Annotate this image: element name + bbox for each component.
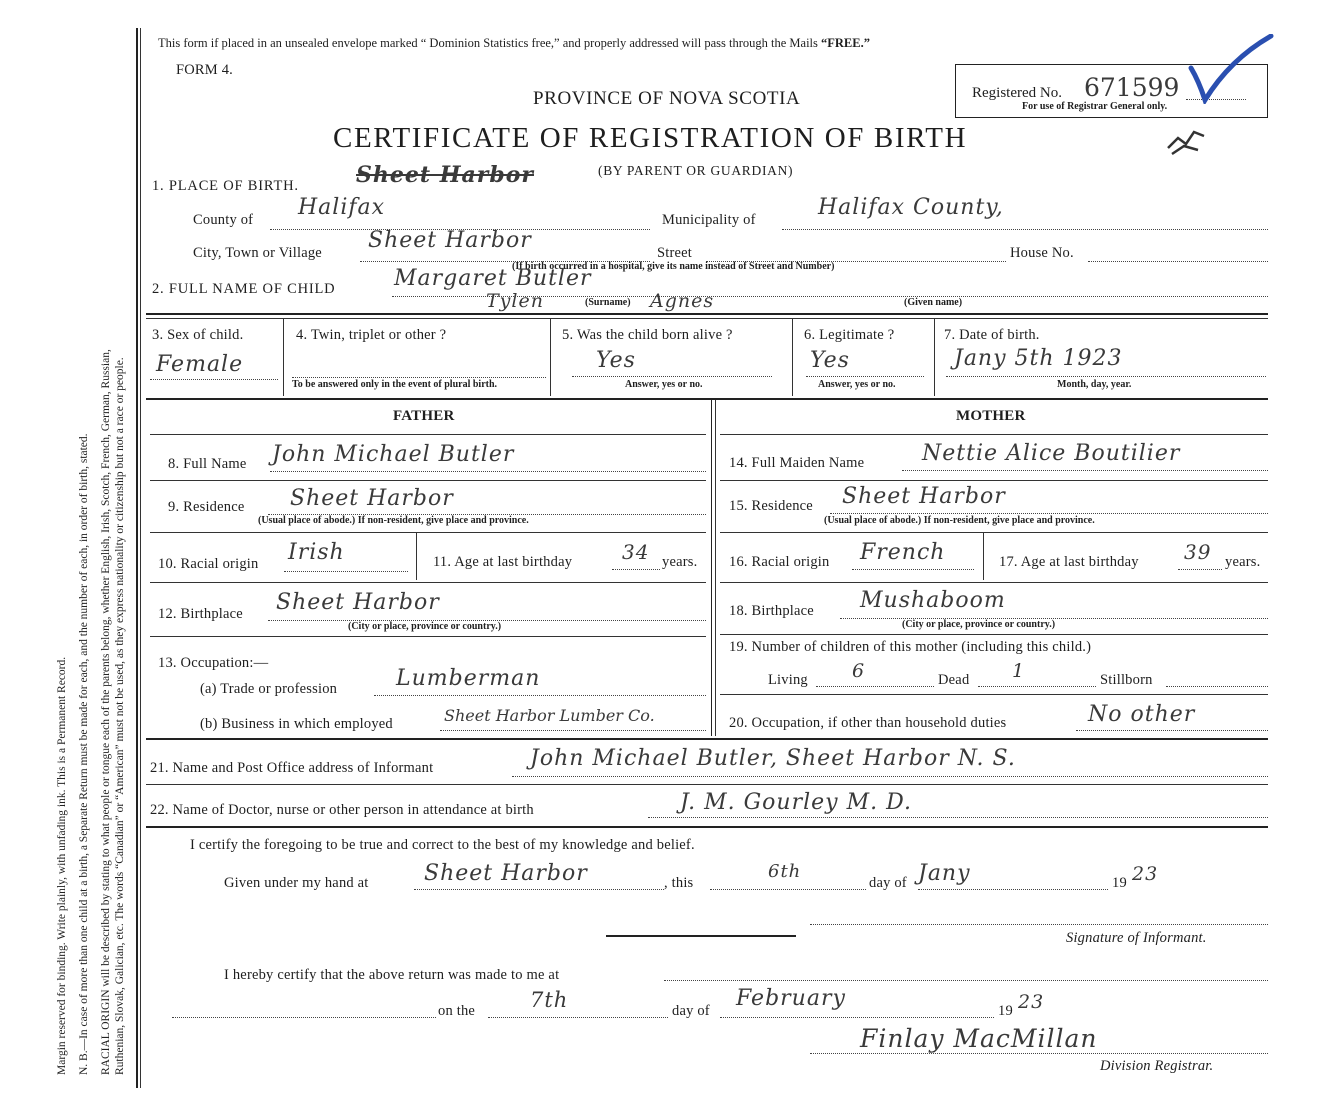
father-rule-5: [150, 636, 706, 637]
given-this-label: , this: [664, 875, 694, 891]
registered-number: 671599: [1084, 73, 1180, 102]
father-residence-value: Sheet Harbor: [290, 486, 454, 511]
mail-notice-text: This form if placed in an unsealed envelope marked “ Dominion Statistics free,” and properly addressed will pass through the Mails: [158, 36, 818, 50]
registrar-month-value: February: [736, 986, 846, 1011]
father-business-dots: [440, 730, 706, 731]
legitimate-note: Answer, yes or no.: [818, 379, 896, 390]
mother-rule-5: [720, 634, 1268, 635]
twin-label: 4. Twin, triplet or other ?: [296, 327, 447, 343]
municipality-dots: [782, 229, 1268, 230]
mother-birthplace-note: (City or place, province or country.): [902, 619, 1056, 630]
mother-rule-4: [720, 582, 1268, 583]
hospital-note: (If birth occurred in a hospital, give its name instead of Street and Number): [512, 261, 835, 272]
by-parent-label: (BY PARENT OR GUARDIAN): [598, 163, 794, 178]
margin-note-line-1: Margin reserved for binding. Write plainly, with unfading ink. This is a Permanent Record.: [56, 656, 68, 1075]
mother-children-label: 19. Number of children of this mother (including this child.): [729, 639, 1092, 655]
margin-note-line-2: N. B.—In case of more than one child at a birth, a Separate Return must be made for each, and the number of each, in order of birth, stated.: [78, 433, 90, 1075]
father-rule-1: [150, 434, 706, 435]
given-day-of-label: day of: [869, 875, 907, 891]
mother-stillborn-label: Stillborn: [1100, 672, 1153, 688]
registrar-place-dots: [664, 980, 1268, 981]
father-name-label: 8. Full Name: [168, 456, 247, 472]
divider-5-6: [792, 318, 793, 396]
given-year-value: 23: [1132, 863, 1159, 885]
mother-name-label: 14. Full Maiden Name: [729, 455, 865, 471]
registrar-year-value: 23: [1018, 991, 1045, 1013]
father-rule-4: [150, 582, 706, 583]
father-race-label: 10. Racial origin: [158, 556, 259, 572]
given-under-label: Given under my hand at: [224, 875, 369, 891]
city-label: City, Town or Village: [193, 245, 322, 261]
alive-label: 5. Was the child born alive ?: [562, 327, 733, 343]
father-trade-label: (a) Trade or profession: [200, 681, 338, 697]
father-birthplace-label: 12. Birthplace: [158, 606, 243, 622]
mother-residence-note: (Usual place of abode.) If non-resident, give place and province.: [824, 515, 1095, 526]
mother-birthplace-label: 18. Birthplace: [729, 603, 814, 619]
registrar-signature: Finlay MacMillan: [860, 1024, 1098, 1053]
divider-3-4: [283, 318, 284, 396]
father-business-value: Sheet Harbor Lumber Co.: [444, 706, 655, 725]
given-day-dots: [710, 889, 866, 890]
mother-residence-label: 15. Residence: [729, 498, 813, 514]
street-label: Street: [657, 245, 693, 261]
city-value: Sheet Harbor: [368, 228, 532, 253]
rule-5: [146, 826, 1268, 828]
mother-dead-value: 1: [1012, 660, 1026, 682]
rule-4: [146, 784, 1268, 785]
father-residence-label: 9. Residence: [168, 499, 245, 515]
legitimate-value: Yes: [810, 348, 850, 373]
certify-text: I certify the foregoing to be true and correct to the best of my knowledge and belief.: [190, 837, 695, 853]
margin-note-line-4: Ruthenian, Slovak, Galician, etc. The words “Canadian” or “American” must not be used, as they express nationality or citizenship but not a race or people.: [114, 357, 126, 1075]
mother-living-label: Living: [768, 672, 808, 688]
rule-1b: [146, 318, 1268, 319]
county-value: Halifax: [298, 195, 386, 220]
municipality-label: Municipality of: [662, 212, 756, 228]
doctor-dots: [648, 817, 1268, 818]
registrar-day-dots: [488, 1017, 668, 1018]
registrar-day-of-label: day of: [672, 1003, 710, 1019]
check-mark-icon: [1185, 34, 1275, 109]
mother-rule-3: [720, 532, 1268, 533]
child-name-label: 2. FULL NAME OF CHILD: [152, 281, 336, 297]
given-place-dots: [414, 889, 664, 890]
mother-living-dots: [816, 686, 934, 687]
father-age-dots: [612, 569, 660, 570]
doctor-label: 22. Name of Doctor, nurse or other person in attendance at birth: [150, 802, 534, 818]
mother-birthplace-value: Mushaboom: [860, 588, 1006, 613]
registrar-day-value: 7th: [530, 988, 569, 1012]
father-race-value: Irish: [288, 540, 345, 565]
legitimate-dots: [806, 376, 924, 377]
mother-years-label: years.: [1225, 554, 1261, 570]
registrar-year-prefix: 19: [998, 1003, 1013, 1019]
father-occupation-label: 13. Occupation:—: [158, 655, 269, 671]
mother-residence-dots: [830, 513, 1268, 514]
informant-value: John Michael Butler, Sheet Harbor N. S.: [530, 746, 1016, 771]
mother-rule-6: [720, 694, 1268, 695]
mother-occupation-dots: [1076, 730, 1268, 731]
given-place-value: Sheet Harbor: [424, 861, 588, 886]
divider-4-5: [550, 318, 551, 396]
registered-label: Registered No.: [972, 85, 1062, 101]
father-business-label: (b) Business in which employed: [200, 716, 393, 732]
father-rule-2: [150, 480, 706, 481]
page-title: CERTIFICATE OF REGISTRATION OF BIRTH: [333, 122, 968, 154]
father-age-label: 11. Age at last birthday: [433, 554, 573, 570]
given-name-note: (Given name): [904, 297, 963, 308]
mother-rule-2: [720, 480, 1268, 481]
informant-signature-label: Signature of Informant.: [1066, 930, 1207, 946]
mother-occupation-value: No other: [1088, 702, 1196, 727]
stamp-scribble-icon: [1164, 124, 1208, 163]
registrar-on-the-label: on the: [438, 1003, 476, 1019]
center-divider: [711, 400, 712, 736]
province-heading: PROVINCE OF NOVA SCOTIA: [533, 88, 801, 109]
alive-dots: [572, 376, 772, 377]
registrar-note: For use of Registrar General only.: [1022, 101, 1168, 112]
house-dots: [1088, 261, 1268, 262]
legitimate-label: 6. Legitimate ?: [804, 327, 895, 343]
alive-value: Yes: [596, 348, 636, 373]
sex-label: 3. Sex of child.: [152, 327, 244, 343]
father-birthplace-value: Sheet Harbor: [276, 590, 440, 615]
registrar-signature-label: Division Registrar.: [1100, 1058, 1214, 1074]
father-trade-dots: [374, 695, 706, 696]
rule-2: [146, 398, 1268, 400]
registrar-month-dots: [720, 1017, 994, 1018]
margin-note-line-3: RACIAL ORIGIN will be described by stating to what people or tongue each of the parents belong, whether English, Irish, Scotch, French, German, Russian,: [100, 349, 112, 1075]
sex-value: Female: [156, 352, 244, 377]
center-divider-2: [715, 400, 716, 736]
given-year-prefix: 19: [1112, 875, 1127, 891]
mother-race-divider: [983, 532, 984, 580]
margin-rule-inner: [140, 28, 141, 1088]
registrar-lead-dots: [172, 1017, 436, 1018]
father-name-value: John Michael Butler: [272, 442, 515, 467]
father-trade-value: Lumberman: [396, 666, 541, 691]
mother-name-dots: [902, 470, 1268, 471]
father-age-value: 34: [622, 540, 650, 564]
place-of-birth-label: 1. PLACE OF BIRTH.: [152, 178, 299, 194]
county-label: County of: [193, 212, 254, 228]
father-race-dots: [284, 571, 408, 572]
municipality-value: Halifax County,: [818, 195, 1004, 220]
mother-name-value: Nettie Alice Boutilier: [922, 441, 1181, 466]
twin-note: To be answered only in the event of plural birth.: [292, 379, 498, 390]
alive-note: Answer, yes or no.: [625, 379, 703, 390]
twin-dots: [292, 377, 546, 378]
child-given-value: Agnes: [650, 290, 715, 312]
informant-label: 21. Name and Post Office address of Informant: [150, 760, 434, 776]
margin-rule: [136, 28, 138, 1088]
form-number: FORM 4.: [176, 62, 233, 78]
dob-note: Month, day, year.: [1057, 379, 1132, 390]
father-name-dots: [270, 471, 706, 472]
surname-note: (Surname): [585, 297, 631, 308]
doctor-value: J. M. Gourley M. D.: [680, 790, 912, 815]
father-rule-3: [150, 532, 706, 533]
sex-dots: [150, 379, 278, 380]
rule-1: [146, 313, 1268, 315]
father-heading: FATHER: [393, 408, 455, 424]
registrar-signature-dots: [810, 1053, 1268, 1054]
mother-rule-1: [720, 434, 1268, 435]
mother-residence-value: Sheet Harbor: [842, 484, 1006, 509]
mail-notice: [158, 36, 870, 51]
given-month-dots: [918, 889, 1108, 890]
mail-notice-free: “FREE.”: [821, 36, 870, 50]
rule-3: [146, 738, 1268, 740]
dob-label: 7. Date of birth.: [944, 327, 1040, 343]
registrar-text: I hereby certify that the above return was made to me at: [224, 967, 560, 983]
mother-living-value: 6: [852, 660, 866, 682]
father-residence-note: (Usual place of abode.) If non-resident, give place and province.: [258, 515, 529, 526]
mother-stillborn-dots: [1166, 686, 1268, 687]
place-of-birth-value: Sheet Harbor: [356, 162, 534, 188]
divider-6-7: [934, 318, 935, 396]
given-day-value: 6th: [768, 861, 802, 882]
dob-value: Jany 5th 1923: [954, 346, 1123, 371]
father-birthplace-note: (City or place, province or country.): [348, 621, 502, 632]
mother-age-dots: [1178, 569, 1222, 570]
mother-dead-dots: [978, 686, 1096, 687]
mother-dead-label: Dead: [938, 672, 970, 688]
given-month-value: Jany: [918, 861, 971, 886]
mother-race-label: 16. Racial origin: [729, 554, 830, 570]
child-name-line1: Margaret Butler: [394, 266, 592, 291]
mother-occupation-label: 20. Occupation, if other than household duties: [729, 715, 1007, 731]
father-years-label: years.: [662, 554, 698, 570]
house-label: House No.: [1010, 245, 1074, 261]
mother-heading: MOTHER: [956, 408, 1026, 424]
child-surname-value: Tylen: [486, 290, 544, 312]
father-race-divider: [416, 532, 417, 580]
informant-signature-dots: [810, 924, 1268, 925]
mother-race-dots: [852, 569, 974, 570]
informant-signature-short-line: [606, 935, 796, 937]
mother-age-value: 39: [1184, 540, 1212, 564]
mother-race-value: French: [860, 540, 946, 565]
informant-dots: [512, 776, 1268, 777]
mother-age-label: 17. Age at last birthday: [999, 554, 1139, 570]
dob-dots: [946, 376, 1266, 377]
